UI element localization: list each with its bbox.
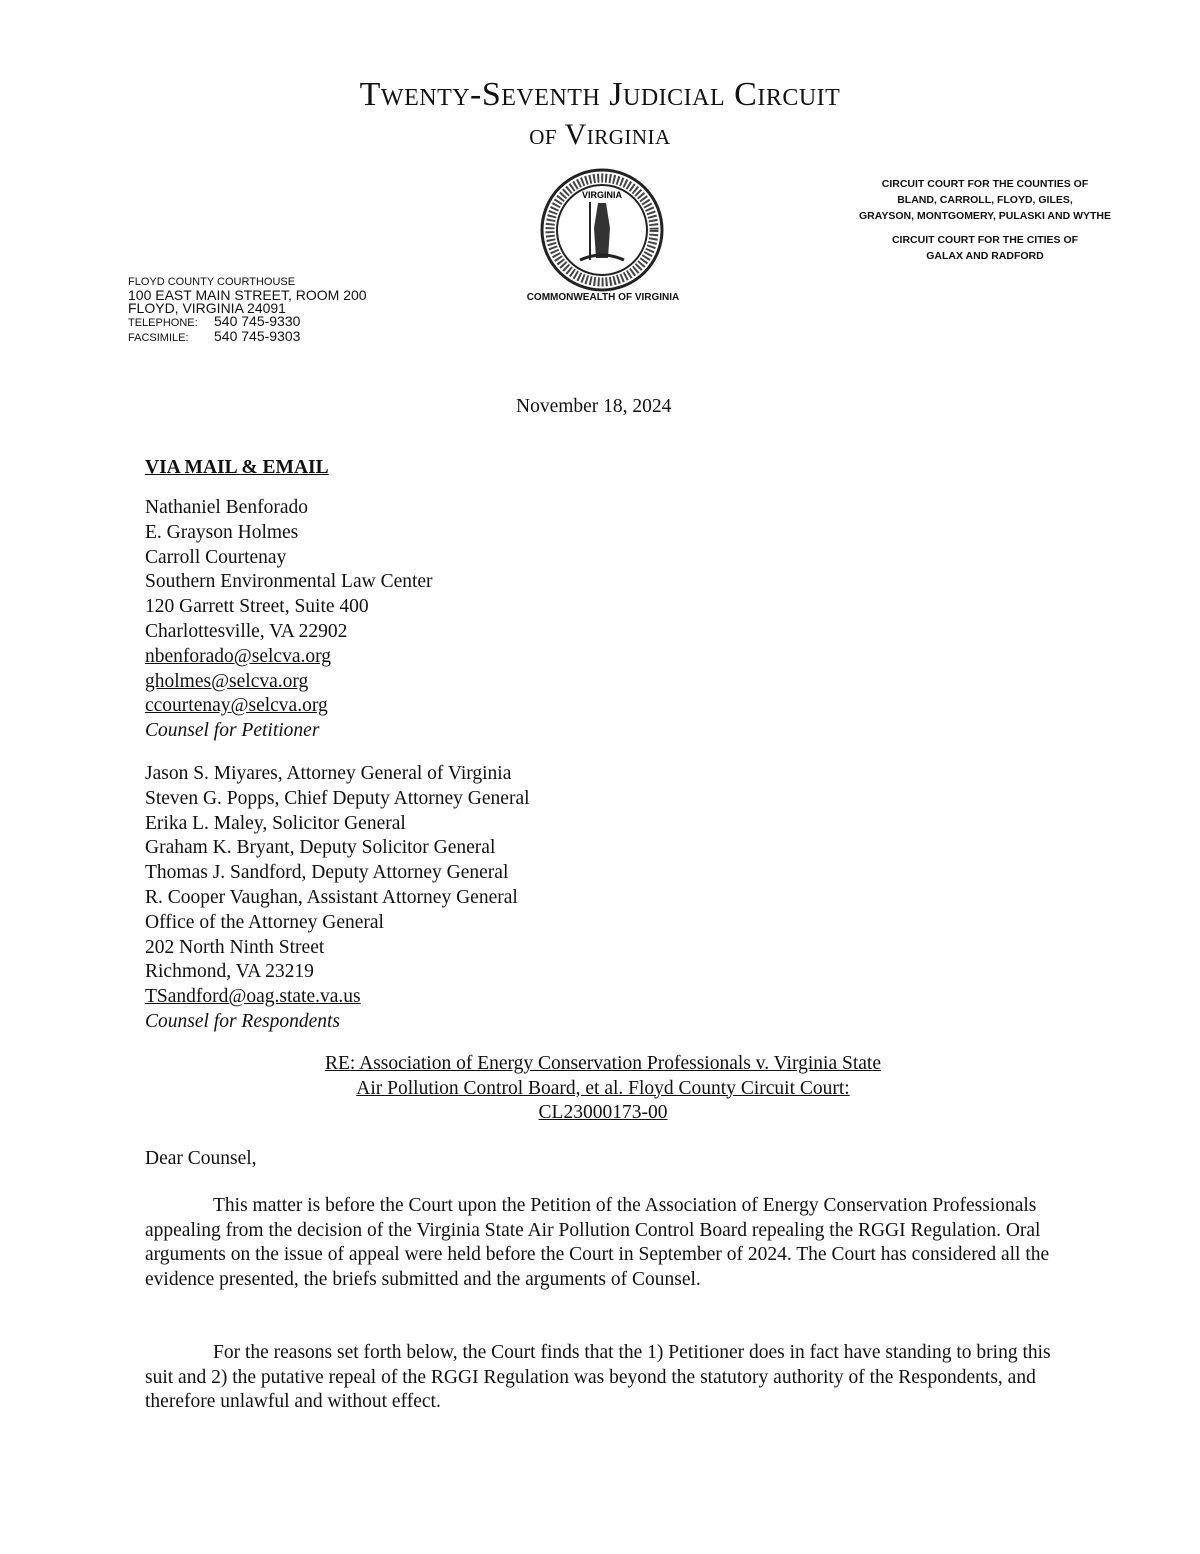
address-line: E. Grayson Holmes: [145, 521, 299, 543]
telephone-number: 540 745-9330: [214, 313, 301, 329]
letterhead-title: Twenty-Seventh Judicial Circuit: [359, 76, 841, 113]
salutation: Dear Counsel,: [145, 1148, 257, 1169]
counties-line: GRAYSON, MONTGOMERY, PULASKI AND WYTHE: [858, 210, 1111, 222]
address-line: Richmond, VA 23219: [145, 961, 314, 983]
address-line: Steven G. Popps, Chief Deputy Attorney General: [145, 787, 530, 809]
petitioner-counsel-block: [145, 496, 433, 744]
re-line-1: RE: Association of Energy Conservation Professionals v. Virginia State: [325, 1053, 881, 1074]
svg-text:VIRGINIA: VIRGINIA: [581, 190, 623, 200]
email-link[interactable]: ccourtenay@selcva.org: [145, 695, 328, 717]
address-line: Office of the Attorney General: [145, 911, 384, 933]
courthouse-address: [128, 276, 367, 345]
courthouse-city: FLOYD, VIRGINIA 24091: [128, 300, 286, 316]
address-line: 202 North Ninth Street: [145, 936, 325, 958]
fax-label: FACSIMILE:: [128, 332, 189, 344]
counties-line: BLAND, CARROLL, FLOYD, GILES,: [897, 194, 1073, 206]
fax-number: 540 745-9303: [214, 328, 301, 344]
delivery-method: VIA MAIL & EMAIL: [145, 457, 329, 478]
address-line: Thomas J. Sandford, Deputy Attorney General: [145, 862, 509, 884]
body-paragraph: For the reasons set forth below, the Court finds that the 1) Petitioner does in fact have standing to bring this suit and 2) the putative repeal of the RGGI Regulation was beyond the statutory authority of the Respondents, and therefore unlawful and without effect.: [145, 1342, 1051, 1412]
address-line: Jason S. Miyares, Attorney General of Virginia: [145, 763, 512, 784]
re-line-3: CL23000173-00: [538, 1102, 668, 1123]
address-line: Carroll Courtenay: [145, 546, 287, 568]
address-line: Erika L. Maley, Solicitor General: [145, 812, 406, 834]
address-line: Southern Environmental Law Center: [145, 571, 433, 593]
telephone-label: TELEPHONE:: [128, 317, 198, 329]
re-line-2: Air Pollution Control Board, et al. Floyd County Circuit Court:: [356, 1077, 850, 1099]
email-link[interactable]: nbenforado@selcva.org: [145, 645, 331, 667]
cities-line: GALAX AND RADFORD: [926, 250, 1044, 262]
re-line: [0, 1052, 1200, 1126]
email-link[interactable]: gholmes@selcva.org: [145, 670, 309, 692]
cities-line: CIRCUIT COURT FOR THE CITIES OF: [891, 234, 1079, 246]
virginia-seal-icon: [540, 168, 664, 292]
counsel-role: Counsel for Petitioner: [145, 720, 320, 742]
address-line: Graham K. Bryant, Deputy Solicitor General: [145, 837, 496, 859]
respondent-counsel-block: [145, 762, 530, 1035]
seal-caption: COMMONWEALTH OF VIRGINIA: [526, 292, 680, 303]
letterhead-subtitle: of Virginia: [529, 118, 671, 151]
body-paragraph: This matter is before the Court upon the Petition of the Association of Energy Conservation Professionals appealing from the decision of the Virginia State Air Pollution Control Board repealing the RGGI Regulation. Oral arguments on the issue of appeal were held before the Court in September of 2024. The Court has considered all the evidence presented, the briefs submitted and the arguments of Counsel.: [145, 1195, 1050, 1290]
address-line: R. Cooper Vaughan, Assistant Attorney General: [145, 886, 518, 908]
letter-date: November 18, 2024: [516, 396, 672, 417]
address-line: Charlottesville, VA 22902: [145, 620, 348, 642]
counsel-role: Counsel for Respondents: [145, 1010, 340, 1032]
address-line: Nathaniel Benforado: [145, 497, 308, 518]
address-line: 120 Garrett Street, Suite 400: [145, 596, 369, 618]
email-link[interactable]: TSandford@oag.state.va.us: [145, 986, 361, 1008]
counties-line: CIRCUIT COURT FOR THE COUNTIES OF: [881, 178, 1089, 190]
courthouse-name: FLOYD COUNTY COURTHOUSE: [128, 276, 296, 288]
counties-block: [830, 176, 1140, 264]
courthouse-street: 100 EAST MAIN STREET, ROOM 200: [128, 287, 367, 303]
